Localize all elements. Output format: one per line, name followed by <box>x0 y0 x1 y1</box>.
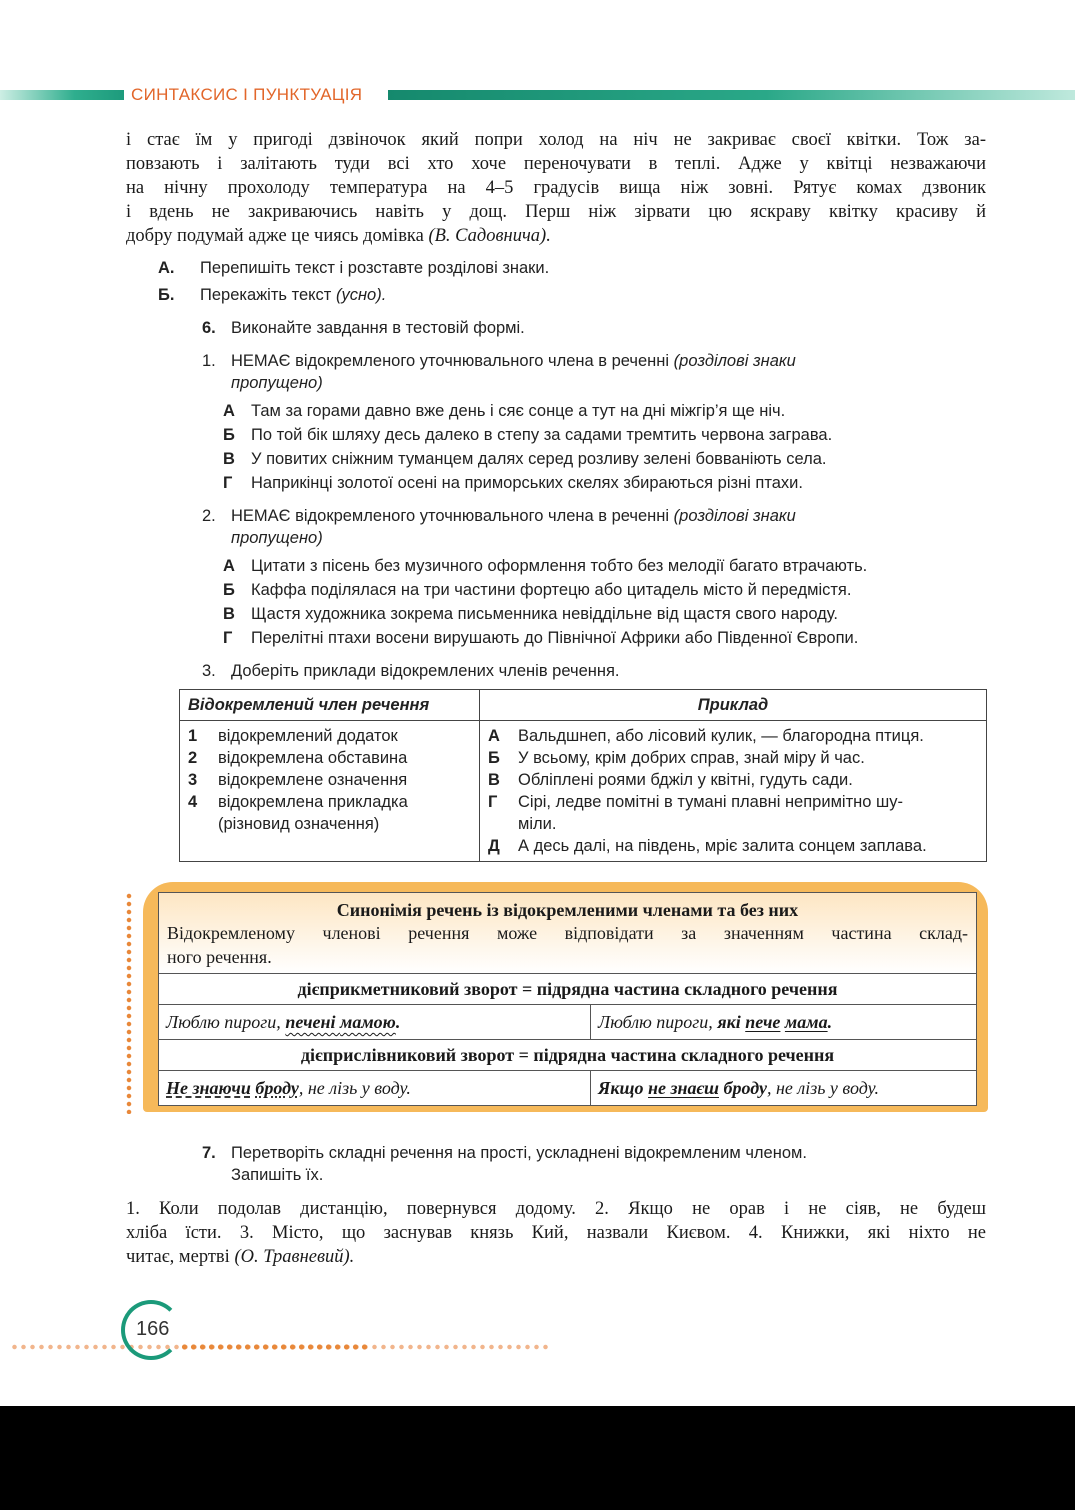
option <box>223 423 832 447</box>
task-a <box>158 257 549 279</box>
question-text: НЕМАЄ відокремленого уточнювального члена в реченні <box>231 507 670 525</box>
option <box>223 602 867 626</box>
example-text: міли. <box>518 815 557 833</box>
example-letter: А <box>488 727 500 745</box>
option-letter: Г <box>223 629 233 647</box>
example-fragment: печені <box>285 1012 341 1032</box>
bottom-black-bar <box>0 1406 1075 1510</box>
option-text: Щастя художника зокрема письменника невіддільне від щастя свого народу. <box>251 605 838 623</box>
sentence-author: (О. Травневий). <box>234 1247 355 1267</box>
question-2 <box>202 505 796 549</box>
option-text: Перелітні птахи восени вирушають до Північної Африки або Південної Європи. <box>251 629 859 647</box>
exercise-6-title: Виконайте завдання в тестовій формі. <box>231 319 525 337</box>
example-conditional <box>591 1071 976 1105</box>
theory-example-row <box>159 1071 976 1105</box>
exercise-7 <box>202 1142 807 1186</box>
term-item <box>188 725 471 747</box>
theory-text: Відокремленому членові речення може відповідати за значенням частина склад- <box>167 923 968 943</box>
question-note: пропущено) <box>231 374 323 392</box>
theory-text: ного речення. <box>167 947 272 967</box>
option-text: Наприкінці золотої осені на приморських скелях збираються різні птахи. <box>251 474 803 492</box>
theory-sidebar-dots <box>126 892 132 1114</box>
task-b-label: Б. <box>158 286 175 304</box>
example-item <box>488 725 978 747</box>
question-number: 2. <box>202 507 216 525</box>
theory-row-header: дієприкметниковий зворот = підрядна частина складного речення <box>159 974 976 1005</box>
task-a-label: А. <box>158 259 175 277</box>
term-number: 4 <box>188 793 198 811</box>
exercise-7-text: Перетворіть складні речення на прості, ускладнені відокремленим членом. <box>231 1144 807 1162</box>
example-fragment: . <box>395 1012 401 1032</box>
option-text: У повитих сніжним туманцем далях серед розливу зелені бовваніють села. <box>251 450 827 468</box>
question-text: Доберіть приклади відокремлених членів речення. <box>231 662 620 680</box>
example-fragment: не знаєш <box>648 1078 719 1098</box>
option <box>223 447 832 471</box>
example-item <box>488 835 978 857</box>
text-line: на нічну прохолоду температура на 4–5 градусів вища ніж зовні. Рятує комах дзвоник <box>126 178 986 198</box>
option-letter: Б <box>223 581 235 599</box>
option-text: Там за горами давно вже день і сяє сонце а тут на дні міжгір’я ще ніч. <box>251 402 786 420</box>
example-item <box>488 769 978 791</box>
example-text: Сірі, ледве помітні в тумані плавні непримітно шу- <box>518 793 903 811</box>
page-number: 166 <box>136 1318 170 1340</box>
option <box>223 578 867 602</box>
example-letter: Г <box>488 793 498 811</box>
text-line: повзають і залітають туди всі хто хоче переночувати в теплі. Адже у квітці незважаючи <box>126 154 986 174</box>
text-line: і стає їм у пригоді дзвіночок який попри холод на ніч не закриває своєї квітки. Тож за- <box>126 130 986 150</box>
example-item <box>488 747 978 769</box>
example-subordinate <box>591 1005 976 1039</box>
theory-box <box>158 892 977 1106</box>
option-text: Каффа поділялася на три частини фортецю або цитадель місто й передмістя. <box>251 581 852 599</box>
option-letter: Б <box>223 426 235 444</box>
example-item <box>488 791 978 813</box>
example-participial <box>159 1005 591 1039</box>
example-letter: Б <box>488 749 500 767</box>
sentence-line: 1. Коли подолав дистанцію, повернувся додому. 2. Якщо не орав і не сіяв, не будеш <box>126 1199 986 1219</box>
header-decor-left <box>0 90 124 100</box>
term-item <box>188 791 471 813</box>
example-fragment: мамою <box>340 1012 396 1032</box>
sentence-line-last <box>126 1245 986 1269</box>
question-note: (розділові знаки <box>673 507 796 525</box>
option-letter: Г <box>223 474 233 492</box>
example-fragment: які <box>717 1012 746 1032</box>
example-letter: Д <box>488 837 500 855</box>
option-letter: А <box>223 402 235 420</box>
example-fragment: Люблю пироги, <box>166 1012 286 1032</box>
header-decor-right <box>388 90 1075 100</box>
task-b <box>158 284 386 306</box>
example-fragment: , не лізь у воду. <box>298 1078 411 1098</box>
matching-table <box>179 689 987 862</box>
term-number: 3 <box>188 771 198 789</box>
table-terms-cell <box>180 721 480 862</box>
question-number: 3. <box>202 662 216 680</box>
example-fragment: Люблю пироги, <box>598 1012 718 1032</box>
theory-title: Синонімія речень із відокремленими членами та без них <box>336 900 799 920</box>
exercise-6-heading <box>202 317 525 339</box>
question-3 <box>202 660 620 682</box>
footer-dots-accent <box>180 1343 370 1351</box>
example-fragment: броду <box>255 1078 299 1098</box>
option <box>223 399 832 423</box>
example-text: Обліплені роями бджіл у квітні, гудуть сади. <box>518 771 853 789</box>
text-line: добру подумай адже це чиясь домівка <box>126 226 424 246</box>
option-letter: В <box>223 605 235 623</box>
example-fragment: , не лізь у воду. <box>766 1078 879 1098</box>
term-item <box>188 747 471 769</box>
question-text: НЕМАЄ відокремленого уточнювального члена в реченні <box>231 352 670 370</box>
question-1 <box>202 350 796 394</box>
term-number: 1 <box>188 727 198 745</box>
example-fragment: мама <box>784 1012 828 1032</box>
text-paragraph <box>126 128 986 248</box>
question-note: (розділові знаки <box>673 352 796 370</box>
option <box>223 626 867 650</box>
table-header-example: Приклад <box>480 690 987 721</box>
text-author: (В. Садовнича). <box>428 226 551 246</box>
sentence-line: читає, мертві <box>126 1247 230 1267</box>
example-letter: В <box>488 771 500 789</box>
table-header-row <box>180 690 987 721</box>
example-adverbial <box>159 1071 591 1105</box>
term-text: відокремлена обставина <box>218 749 408 767</box>
example-fragment: . <box>827 1012 833 1032</box>
example-fragment: Якщо <box>598 1078 649 1098</box>
example-text: У всьому, крім добрих справ, знай міру й час. <box>518 749 865 767</box>
text-line: і вдень не закриваючись навіть у дощ. Перш ніж зірвати цю яскраву квітку красиву й <box>126 202 986 222</box>
term-text: (різновид означення) <box>218 815 380 833</box>
theory-row-header: дієприслівниковий зворот = підрядна частина складного речення <box>159 1040 976 1071</box>
task-b-text: Перекажіть текст <box>200 286 332 304</box>
option <box>223 471 832 495</box>
option-text: Цитати з пісень без музичного оформлення тобто без мелодії багато втрачають. <box>251 557 868 575</box>
theory-header <box>159 893 976 974</box>
question-2-options <box>223 554 867 650</box>
example-item <box>488 813 978 835</box>
option <box>223 554 867 578</box>
task-b-note: (усно). <box>335 286 387 304</box>
example-fragment: броду <box>723 1078 767 1098</box>
exercise-7-sentences <box>126 1197 986 1269</box>
task-a-text: Перепишіть текст і розставте розділові знаки. <box>200 259 550 277</box>
example-fragment: пече <box>745 1012 781 1032</box>
option-text: По той бік шляху десь далеко в степу за садами тремтить червона заграва. <box>251 426 833 444</box>
exercise-7-number: 7. <box>202 1144 216 1162</box>
term-text: відокремлена прикладка <box>218 793 408 811</box>
term-item <box>188 813 471 835</box>
term-text: відокремлений додаток <box>218 727 398 745</box>
exercise-7-text: Запишіть їх. <box>231 1166 324 1184</box>
theory-example-row <box>159 1005 976 1040</box>
question-number: 1. <box>202 352 216 370</box>
table-examples-cell <box>480 721 987 862</box>
term-item <box>188 769 471 791</box>
option-letter: В <box>223 450 235 468</box>
question-note: пропущено) <box>231 529 323 547</box>
example-text: А десь далі, на південь, мріє залита сонцем заплава. <box>518 837 927 855</box>
example-fragment: Не знаючи <box>166 1078 251 1098</box>
exercise-6-number: 6. <box>202 319 216 337</box>
text-line-last <box>126 224 986 248</box>
table-header-term: Відокремлений член речення <box>180 690 480 721</box>
example-text: Вальдшнеп, або лісовий кулик, — благородна птиця. <box>518 727 924 745</box>
term-number: 2 <box>188 749 198 767</box>
sentence-line: хліба їсти. 3. Місто, що заснував князь Кий, назвали Києвом. 4. Книжки, які ніхто не <box>126 1223 986 1243</box>
option-letter: А <box>223 557 235 575</box>
section-title: СИНТАКСИС І ПУНКТУАЦІЯ <box>131 85 363 104</box>
term-text: відокремлене означення <box>218 771 408 789</box>
question-1-options <box>223 399 832 495</box>
table-row <box>180 721 987 862</box>
